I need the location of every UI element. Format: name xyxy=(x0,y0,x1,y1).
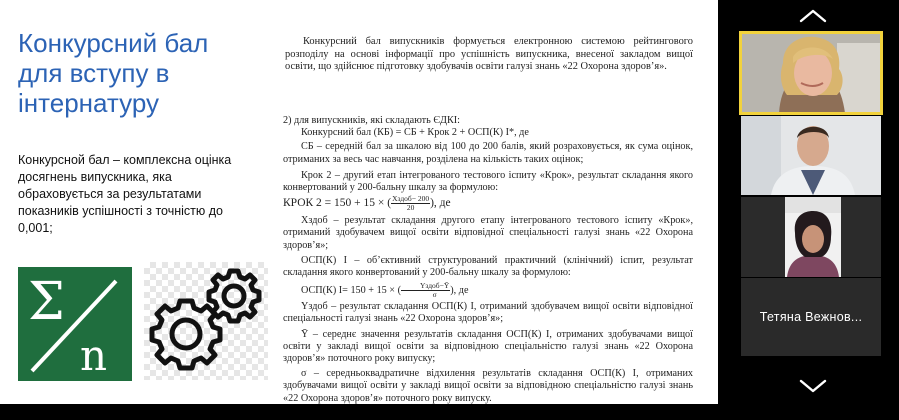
participant-name: Тетяна Вежнов... xyxy=(759,310,863,324)
gears-icon xyxy=(144,262,268,380)
doc-ymean-definition: Ȳ – середнє значення результатів складання ОСП(К) І, отриманих здобувачами вищої освіти у закладі вищої освіти за відповідною спеціальністю галузі знань «22 Охорона здоров’я» поточного року випуску; xyxy=(283,328,693,365)
osp-fraction: $\frac{\text{Yздоб−Ȳ}}{\sigma}$ xyxy=(401,282,450,299)
doc-formula-krok2: КРОК 2 = 150 + 15 × ( $\frac{\text{Хздоб− 200}}{20}$ ), де xyxy=(283,194,451,213)
participant-video-2[interactable] xyxy=(741,116,881,195)
bottom-strip xyxy=(0,404,718,420)
slide-title: Конкурсний бал для вступу в інтернатуру xyxy=(18,28,209,118)
sigma-glyph: Σ xyxy=(28,272,65,332)
participant-tile-4[interactable] xyxy=(741,278,881,356)
slide-description: Конкурсной бал – комплексна оцінка досягнень випускника, яка обраховується за результатами показників успішності з точністю до 0,001; xyxy=(18,153,232,235)
doc-item-2: 2) для випускників, які складають ЄДКІ: xyxy=(283,115,461,126)
doc-osp-definition: ОСП(К) І – об’єктивний структурований практичний (клінічний) іспит, результат складання якого конвертований у 200-бальну шкалу за формулою: xyxy=(283,254,693,279)
doc-xzdob-definition: Хздоб – результат складання другого етапу інтегрованого тестового іспиту «Крок», отриманий здобувачем вищої освіти відповідної спеціальності галузі знань «22 Охорона здоров’я»; xyxy=(283,215,693,251)
doc-sb-definition: СБ – середній бал за шкалою від 100 до 200 балів, який розраховується, як сума оцінок, отриманих за весь час навчання, розділена на кількість таких оцінок; xyxy=(283,141,693,165)
chevron-down-icon[interactable] xyxy=(798,378,828,394)
krok2-fraction: $\frac{\text{Хздоб− 200}}{20}$ xyxy=(392,194,430,213)
doc-intro: Конкурсний бал випускників формується електронною системою рейтингового розподілу на основі інформації про успішність випускника, внесеної закладом вищої освіти, що здійснює підготовку здобувачів освіти галузі знань «22 Охорона здоров’я». xyxy=(285,36,693,73)
doc-formula-osp: ОСП(К) І= 150 + 15 × ( $\frac{\text{Yздоб−Ȳ}}{\sigma}$ ), де xyxy=(301,281,469,300)
participant-avatar-3 xyxy=(741,197,881,277)
n-glyph: n xyxy=(80,331,108,380)
doc-krok2-definition: Крок 2 – другий етап інтегрованого тестового іспиту «Крок», результат складання якого конвертований у 200-бальну шкалу за формулою: xyxy=(283,169,693,194)
participant-video-1[interactable] xyxy=(741,33,881,113)
participant-video-3[interactable] xyxy=(741,197,881,277)
chevron-up-icon[interactable] xyxy=(798,8,828,24)
participant-avatar-1 xyxy=(741,33,881,113)
sigma-n-logo xyxy=(18,267,132,381)
doc-yzdob-definition: Yздоб – результат складання ОСП(К) І, отриманий здобувачем вищої освіти відповідної спеціальності галузі знань «22 Охорона здоров’я»; xyxy=(283,301,693,325)
participant-avatar-2 xyxy=(741,116,881,195)
doc-sigma-definition: σ – середньоквадратичне відхилення результатів складання ОСП(К) І, отриманих здобувачами вищої освіти у закладі вищої освіти за відповідною спеціальністю галузі знань «22 Охорона здоров’я» поточного року випуску. xyxy=(283,368,693,404)
doc-formula-kb: Конкурсний бал (КБ) = СБ + Крок 2 + ОСП(К) І*, де xyxy=(301,127,529,139)
